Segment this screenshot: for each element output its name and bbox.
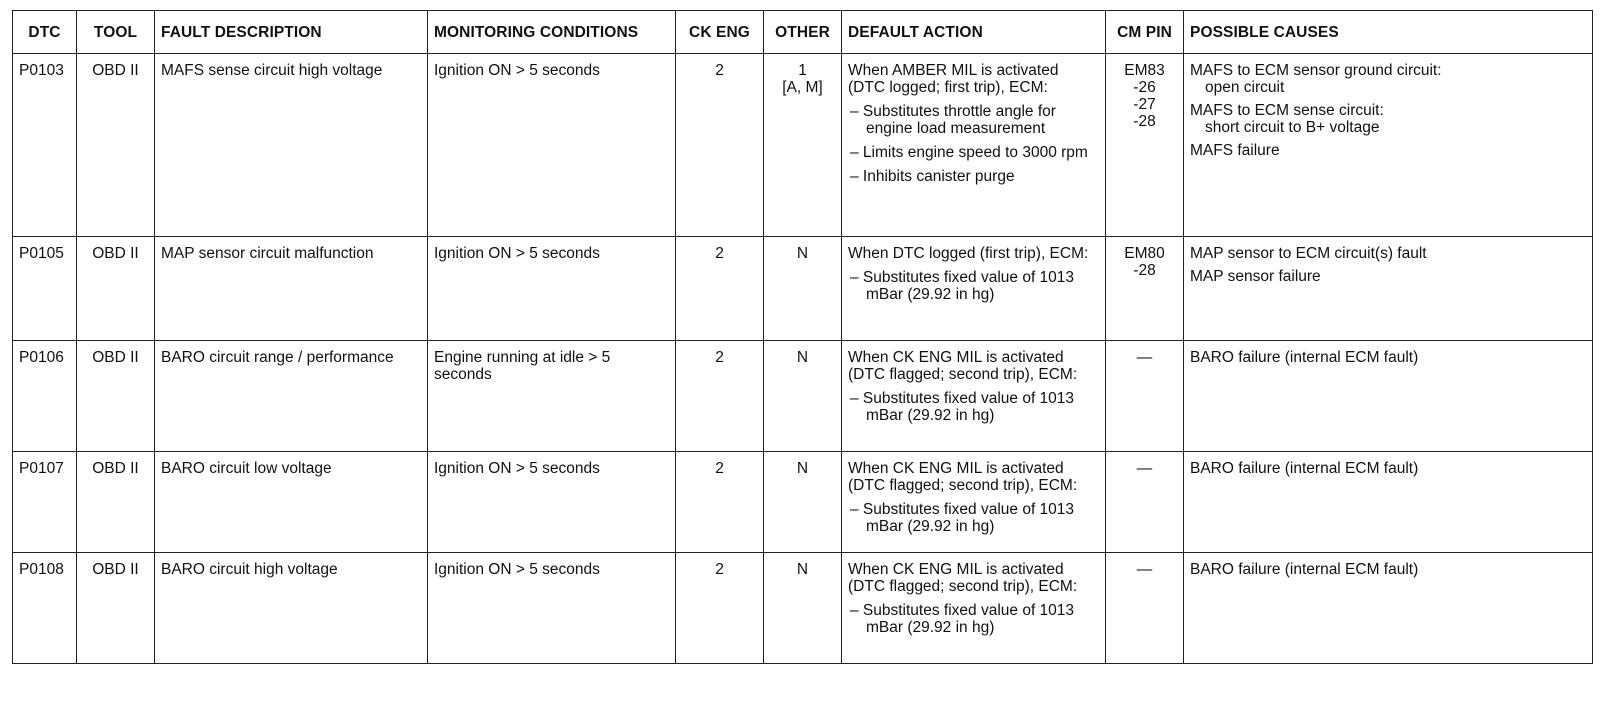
cell-tool: OBD II — [77, 341, 155, 452]
table-row — [13, 341, 1593, 452]
cell-default-action — [842, 54, 1106, 237]
cause-item: BARO failure (internal ECM fault) — [1190, 349, 1419, 366]
cell-cm-pin: — — [1106, 341, 1184, 452]
cause-item: BARO failure (internal ECM fault) — [1190, 460, 1419, 477]
cell-fault: BARO circuit high voltage — [155, 553, 428, 664]
cell-cm-pin — [1106, 54, 1184, 237]
cause-item: MAP sensor to ECM circuit(s) fault — [1190, 245, 1427, 262]
cell-fault: BARO circuit range / performance — [155, 341, 428, 452]
pin-value: -28 — [1133, 113, 1156, 130]
cell-ck-eng: 2 — [676, 553, 764, 664]
action-intro: When CK ENG MIL is activated (DTC flagged; second trip), ECM: — [848, 349, 1078, 383]
cell-default-action — [842, 553, 1106, 664]
cell-monitoring: Ignition ON > 5 seconds — [428, 553, 676, 664]
cell-other — [764, 54, 842, 237]
table-row — [13, 237, 1593, 341]
header-cm-pin: CM PIN — [1106, 11, 1184, 54]
pin-value: -28 — [1133, 262, 1156, 279]
cell-dtc: P0105 — [13, 237, 77, 341]
header-monitoring-conditions: MONITORING CONDITIONS — [428, 11, 676, 54]
action-intro: When AMBER MIL is activated (DTC logged; first trip), ECM: — [848, 62, 1059, 96]
cell-dtc: P0107 — [13, 452, 77, 553]
pin-value: EM80 — [1124, 245, 1165, 262]
table-row — [13, 54, 1593, 237]
cell-tool: OBD II — [77, 237, 155, 341]
cause-text: MAFS to ECM sensor ground circuit: — [1190, 62, 1442, 79]
cell-monitoring: Ignition ON > 5 seconds — [428, 452, 676, 553]
cell-tool: OBD II — [77, 54, 155, 237]
header-row — [13, 11, 1593, 54]
cause-text: MAFS to ECM sense circuit: — [1190, 102, 1384, 119]
cause-detail: open circuit — [1205, 79, 1285, 96]
action-intro: When CK ENG MIL is activated (DTC flagged; second trip), ECM: — [848, 561, 1078, 595]
cell-possible-causes — [1184, 237, 1593, 341]
cell-dtc: P0103 — [13, 54, 77, 237]
cause-detail: short circuit to B+ voltage — [1205, 119, 1380, 136]
other-value: 1 — [798, 62, 807, 79]
cause-item: BARO failure (internal ECM fault) — [1190, 561, 1419, 578]
cause-item — [1190, 62, 1586, 96]
header-tool: TOOL — [77, 11, 155, 54]
cell-possible-causes — [1184, 452, 1593, 553]
pin-value: EM83 — [1124, 62, 1165, 79]
cell-other: N — [764, 553, 842, 664]
header-possible-causes: POSSIBLE CAUSES — [1184, 11, 1593, 54]
cell-dtc: P0108 — [13, 553, 77, 664]
cell-default-action — [842, 237, 1106, 341]
action-intro: When CK ENG MIL is activated (DTC flagged; second trip), ECM: — [848, 460, 1078, 494]
action-item: – Limits engine speed to 3000 rpm — [850, 144, 1088, 161]
other-note: [A, M] — [782, 79, 823, 96]
header-other: OTHER — [764, 11, 842, 54]
cell-cm-pin: — — [1106, 553, 1184, 664]
cause-item: MAFS failure — [1190, 142, 1280, 159]
cell-ck-eng: 2 — [676, 54, 764, 237]
cell-other: N — [764, 452, 842, 553]
action-item: – Substitutes fixed value of 1013 mBar (29.92 in hg) — [850, 501, 1075, 535]
cell-ck-eng: 2 — [676, 341, 764, 452]
cause-item: MAP sensor failure — [1190, 268, 1321, 285]
cell-fault: BARO circuit low voltage — [155, 452, 428, 553]
cell-fault: MAP sensor circuit malfunction — [155, 237, 428, 341]
cell-dtc: P0106 — [13, 341, 77, 452]
action-item: – Inhibits canister purge — [850, 168, 1015, 185]
cell-tool: OBD II — [77, 553, 155, 664]
cell-tool: OBD II — [77, 452, 155, 553]
action-item: – Substitutes throttle angle for engine load measurement — [850, 103, 1056, 137]
header-dtc: DTC — [13, 11, 77, 54]
cell-cm-pin: — — [1106, 452, 1184, 553]
cell-default-action — [842, 341, 1106, 452]
cell-fault: MAFS sense circuit high voltage — [155, 54, 428, 237]
cell-default-action — [842, 452, 1106, 553]
action-item: – Substitutes fixed value of 1013 mBar (29.92 in hg) — [850, 390, 1075, 424]
cell-possible-causes — [1184, 54, 1593, 237]
header-fault-description: FAULT DESCRIPTION — [155, 11, 428, 54]
cell-monitoring: Ignition ON > 5 seconds — [428, 54, 676, 237]
cell-ck-eng: 2 — [676, 237, 764, 341]
cell-other: N — [764, 341, 842, 452]
cell-possible-causes — [1184, 341, 1593, 452]
cause-item — [1190, 102, 1586, 136]
table-row — [13, 553, 1593, 664]
cell-monitoring: Ignition ON > 5 seconds — [428, 237, 676, 341]
pin-value: -27 — [1133, 96, 1156, 113]
action-intro: When DTC logged (first trip), ECM: — [848, 245, 1089, 262]
cell-monitoring: Engine running at idle > 5 seconds — [428, 341, 676, 452]
cell-other: N — [764, 237, 842, 341]
header-default-action: DEFAULT ACTION — [842, 11, 1106, 54]
dtc-table — [12, 10, 1593, 664]
pin-value: -26 — [1133, 79, 1156, 96]
cell-possible-causes — [1184, 553, 1593, 664]
cell-ck-eng: 2 — [676, 452, 764, 553]
header-ck-eng: CK ENG — [676, 11, 764, 54]
action-item: – Substitutes fixed value of 1013 mBar (29.92 in hg) — [850, 602, 1075, 636]
cell-cm-pin — [1106, 237, 1184, 341]
action-item: – Substitutes fixed value of 1013 mBar (29.92 in hg) — [850, 269, 1075, 303]
table-row — [13, 452, 1593, 553]
